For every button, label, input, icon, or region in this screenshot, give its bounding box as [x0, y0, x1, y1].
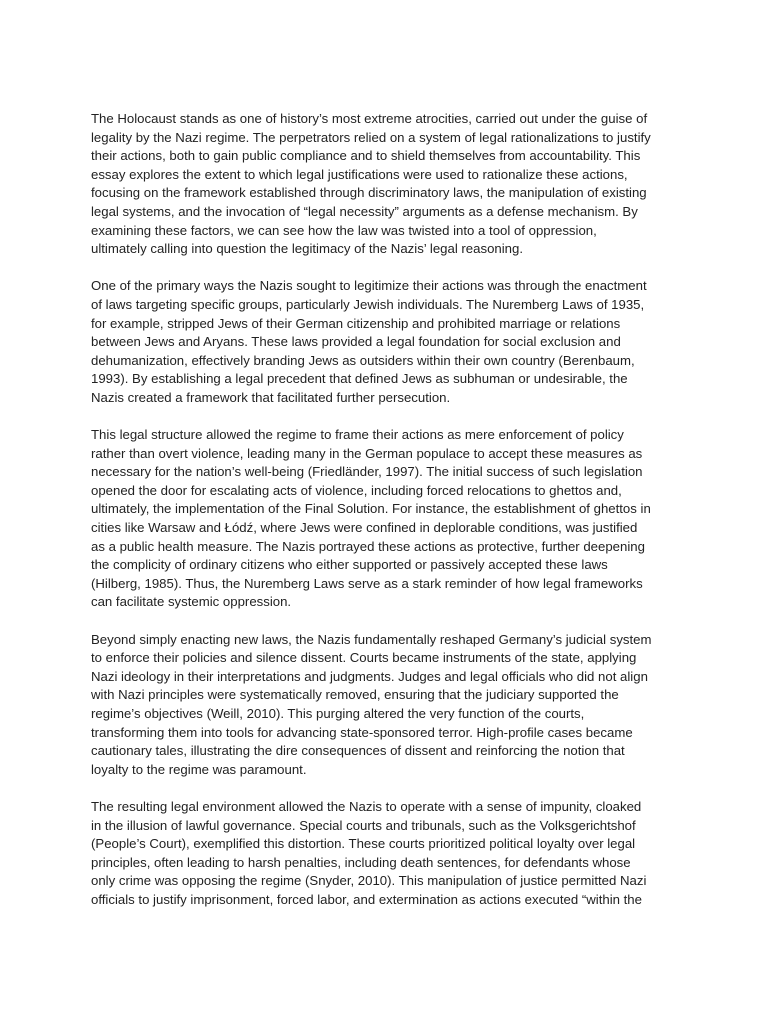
text-line: Beyond simply enacting new laws, the Nazis fundamentally reshaped Germany’s judicial system — [91, 631, 652, 647]
text-line: their actions, both to gain public compliance and to shield themselves from accountability. This — [91, 148, 641, 164]
text-line: for example, stripped Jews of their German citizenship and prohibited marriage or relations — [91, 315, 621, 331]
essay-body — [91, 110, 691, 928]
text-line: The Holocaust stands as one of history’s most extreme atrocities, carried out under the guise of — [91, 111, 648, 126]
text-line: in the illusion of lawful governance. Special courts and tribunals, such as the Volksgerichtshof — [91, 817, 636, 833]
text-line: officials to justify imprisonment, forced labor, and extermination as actions executed “within the — [91, 891, 642, 907]
text-line: principles, often leading to harsh penalties, including death sentences, for defendants whose — [91, 854, 631, 870]
text-line: One of the primary ways the Nazis sought to legitimize their actions was through the enactment — [91, 278, 647, 294]
text-line: dehumanization, effectively branding Jews as outsiders within their own country (Berenbaum, — [91, 352, 635, 368]
text-line: to enforce their policies and silence dissent. Courts became instruments of the state, applying — [91, 650, 637, 666]
text-line: legal systems, and the invocation of “legal necessity” arguments as a defense mechanism. By — [91, 203, 638, 219]
text-line: transforming them into tools for advancing state-sponsored terror. High-profile cases became — [91, 724, 633, 740]
text-line: necessary for the nation’s well-being (Friedländer, 1997). The initial success of such legislation — [91, 464, 643, 480]
text-line: as a public health measure. The Nazis portrayed these actions as protective, further deepening — [91, 538, 645, 554]
paragraph-2 — [91, 277, 691, 407]
text-line: ultimately, the implementation of the Final Solution. For instance, the establishment of ghettos in — [91, 501, 651, 517]
text-line: legality by the Nazi regime. The perpetrators relied on a system of legal rationalizations to justify — [91, 129, 651, 145]
text-line: regime’s objectives (Weill, 2010). This purging altered the very function of the courts, — [91, 706, 585, 721]
text-line: 1993). By establishing a legal precedent that defined Jews as subhuman or undesirable, the — [91, 371, 628, 387]
text-line: essay explores the extent to which legal justifications were used to rationalize these actions, — [91, 166, 628, 182]
text-line: only crime was opposing the regime (Snyder, 2010). This manipulation of justice permitted Nazi — [91, 873, 647, 889]
text-line: (People’s Court), exemplified this distortion. These courts prioritized political loyalty over legal — [91, 836, 636, 852]
text-line: rather than overt violence, leading many in the German populace to accept these measures as — [91, 445, 643, 461]
paragraph-3 — [91, 426, 691, 612]
paragraph-1 — [91, 110, 691, 259]
text-line: the complicity of ordinary citizens who either supported or passively accepted these laws — [91, 557, 608, 573]
text-line: can facilitate systemic oppression. — [91, 594, 292, 610]
text-line: with Nazi principles were systematically removed, ensuring that the judiciary supported the — [91, 687, 619, 703]
paragraph-4 — [91, 631, 691, 780]
text-line: between Jews and Aryans. These laws provided a legal foundation for social exclusion and — [91, 334, 621, 350]
text-line: Nazis created a framework that facilitated further persecution. — [91, 389, 451, 405]
text-line: ultimately calling into question the legitimacy of the Nazis’ legal reasoning. — [91, 241, 523, 257]
text-line: examining these factors, we can see how the law was twisted into a tool of oppression, — [91, 222, 597, 238]
text-line: cautionary tales, illustrating the dire consequences of dissent and reinforcing the notion that — [91, 743, 625, 759]
text-line: focusing on the framework established through discriminatory laws, the manipulation of existing — [91, 185, 647, 201]
paragraph-5 — [91, 798, 691, 910]
text-line: The resulting legal environment allowed the Nazis to operate with a sense of impunity, cloaked — [91, 798, 642, 814]
text-line: This legal structure allowed the regime to frame their actions as mere enforcement of policy — [91, 427, 624, 443]
text-line: Nazi ideology in their interpretations and judgments. Judges and legal officials who did not align — [91, 668, 648, 684]
text-line: opened the door for escalating acts of violence, including forced relocations to ghettos and, — [91, 482, 622, 498]
text-line: cities like Warsaw and Łódź, where Jews were confined in deplorable conditions, was justified — [91, 520, 638, 536]
text-line: loyalty to the regime was paramount. — [91, 761, 307, 777]
text-line: of laws targeting specific groups, particularly Jewish individuals. The Nuremberg Laws of 1935, — [91, 296, 645, 312]
text-line: (Hilberg, 1985). Thus, the Nuremberg Laws serve as a stark reminder of how legal frameworks — [91, 575, 643, 591]
